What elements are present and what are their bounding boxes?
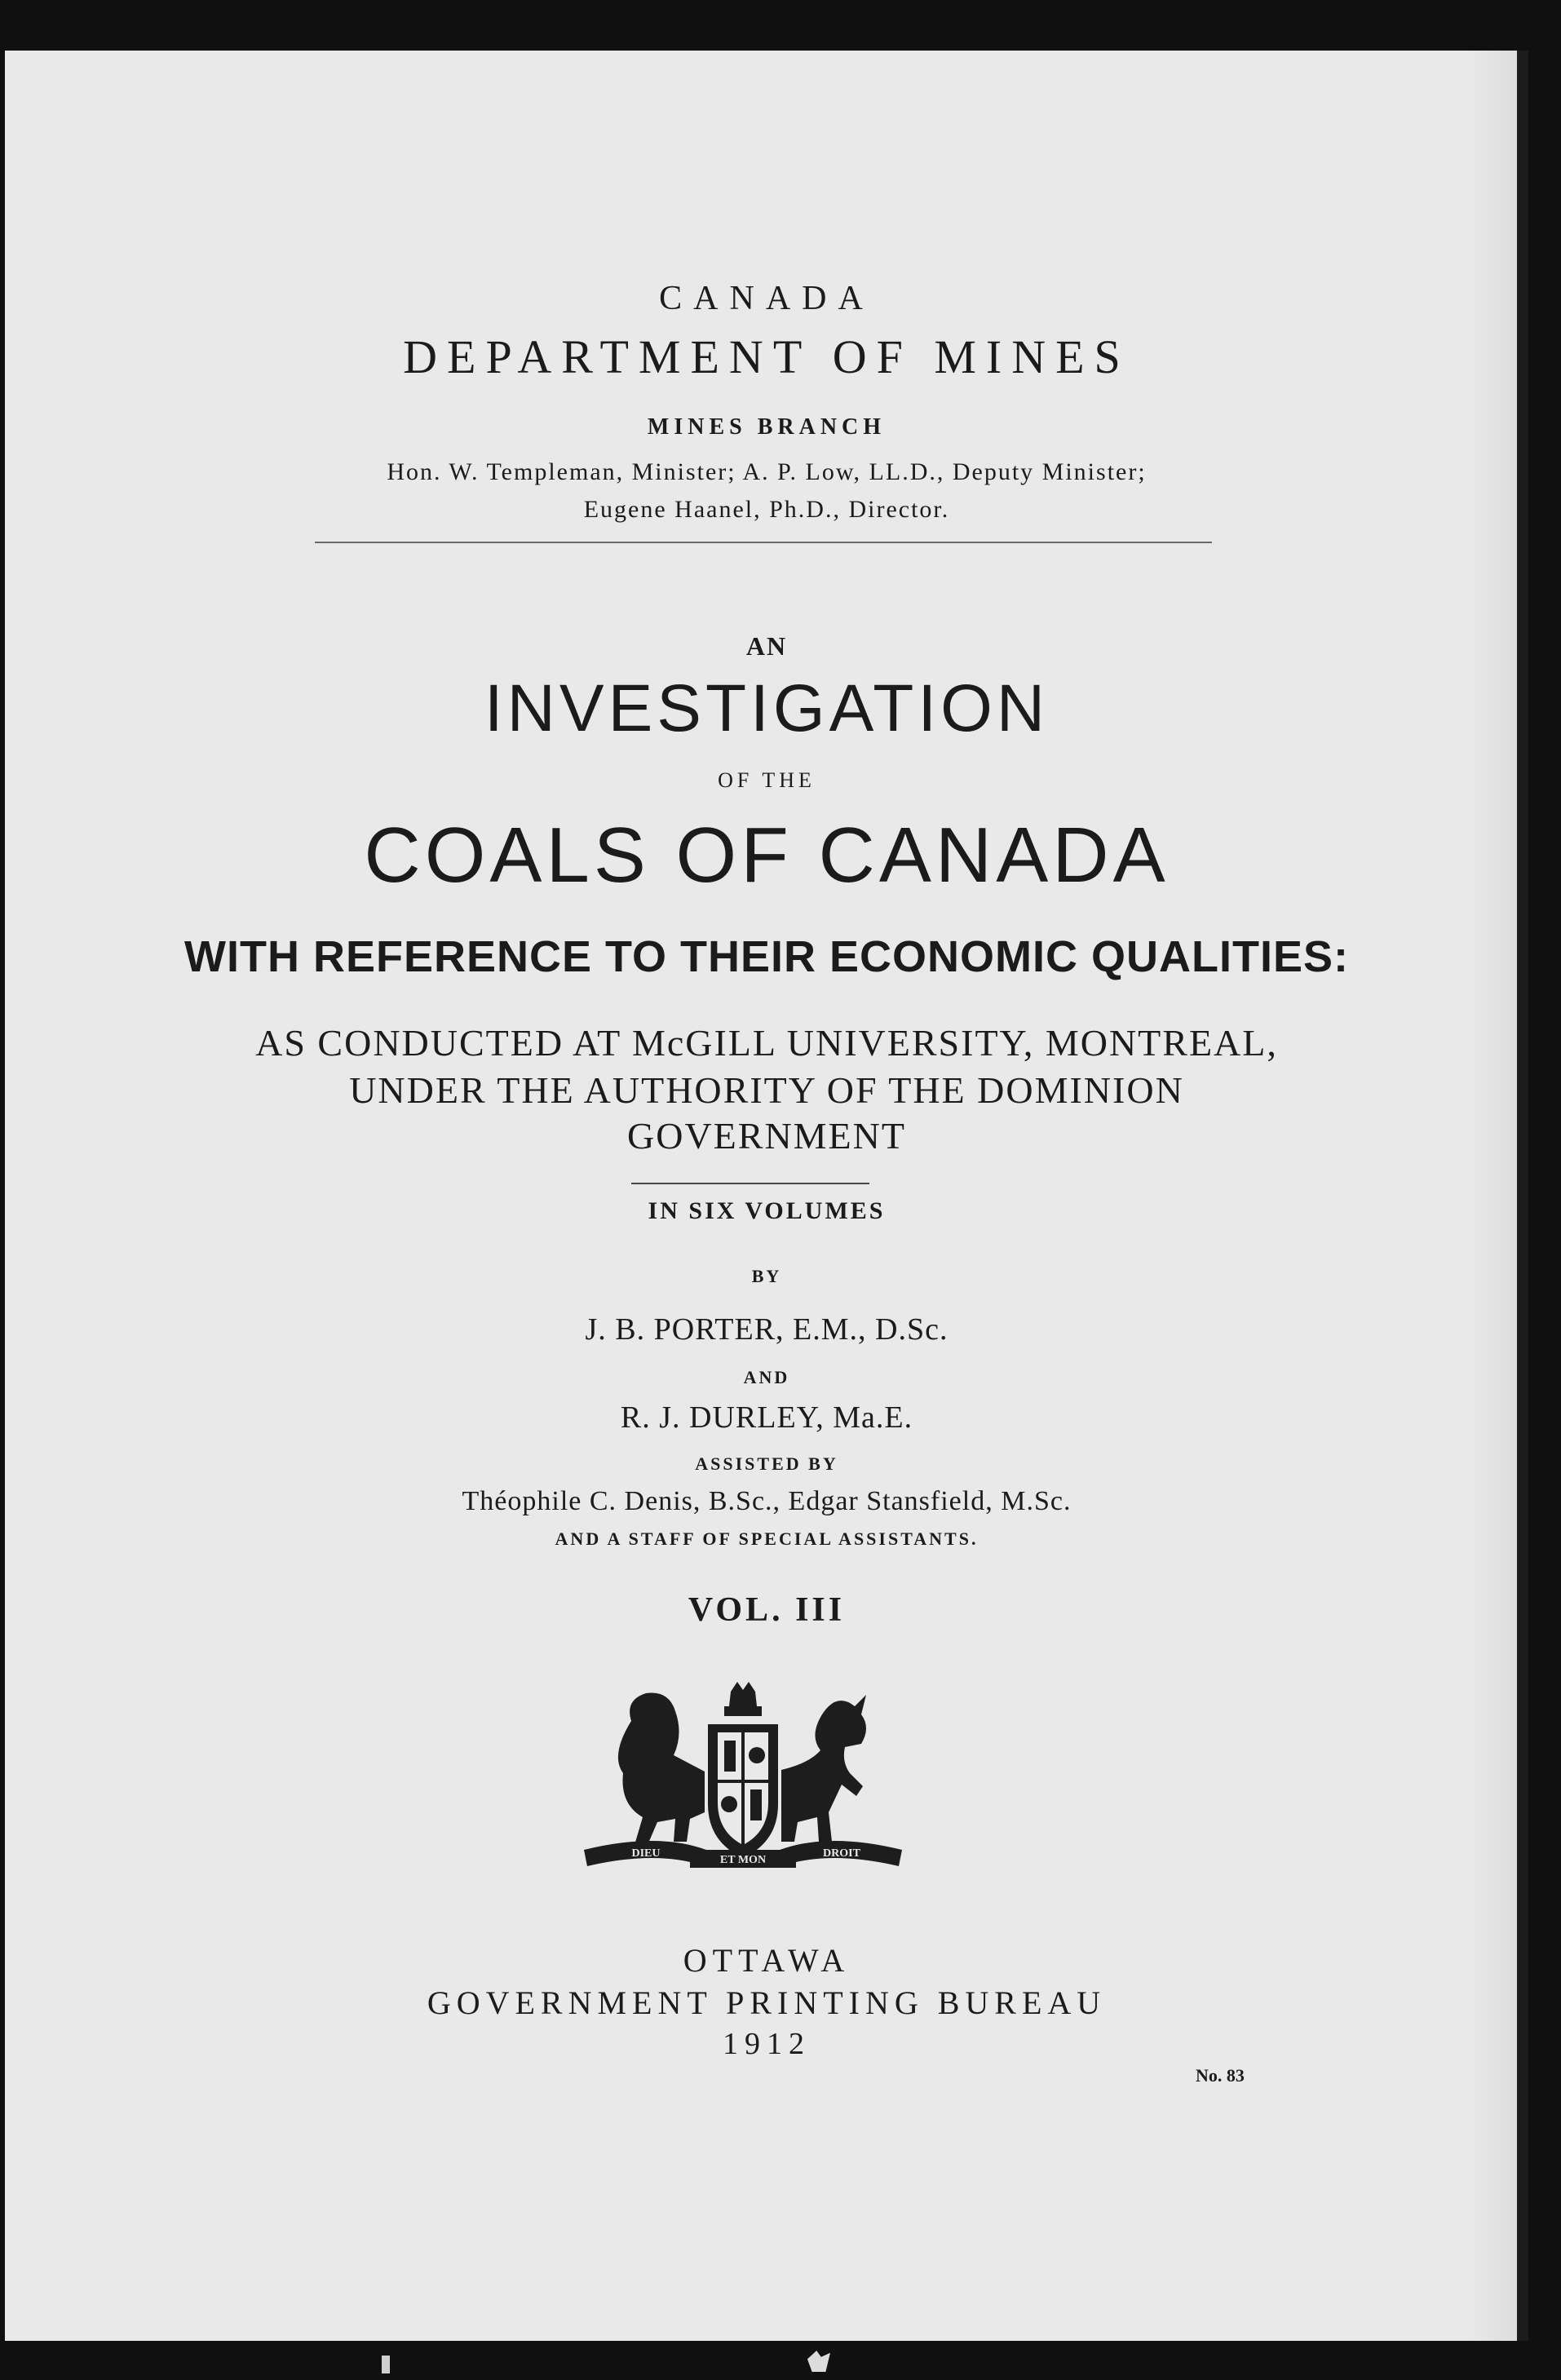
conducted-line-3: GOVERNMENT bbox=[627, 1115, 906, 1157]
top-divider bbox=[315, 542, 1212, 543]
volumes-divider bbox=[631, 1183, 869, 1184]
staff-note: AND A STAFF OF SPECIAL ASSISTANTS. bbox=[555, 1528, 979, 1549]
officials-line-1: Hon. W. Templeman, Minister; A. P. Low, LL.D., Deputy Minister; bbox=[387, 458, 1147, 485]
title-of-the: OF THE bbox=[718, 768, 816, 792]
by-label: BY bbox=[751, 1266, 782, 1286]
imprint-year: 1912 bbox=[723, 2027, 811, 2061]
title-coals-of-canada: COALS OF CANADA bbox=[364, 812, 1170, 899]
imprint-printer: GOVERNMENT PRINTING BUREAU bbox=[427, 1984, 1107, 2021]
motto-middle: ET MON bbox=[719, 1854, 767, 1866]
conducted-line-1: AS CONDUCTED AT McGILL UNIVERSITY, MONTREAL, bbox=[255, 1022, 1278, 1064]
scan-artifact bbox=[382, 2356, 390, 2373]
country-heading: CANADA bbox=[659, 280, 874, 317]
volumes-note: IN SIX VOLUMES bbox=[648, 1197, 886, 1224]
motto-left: DIEU bbox=[631, 1847, 661, 1860]
and-label: AND bbox=[743, 1367, 790, 1387]
imprint-city: OTTAWA bbox=[683, 1942, 851, 1979]
branch-heading: MINES BRANCH bbox=[647, 414, 887, 440]
assistants-names: Théophile C. Denis, B.Sc., Edgar Stansfield, M.Sc. bbox=[462, 1486, 1072, 1516]
subtitle-economic-qualities: WITH REFERENCE TO THEIR ECONOMIC QUALITIES: bbox=[184, 932, 1349, 981]
catalogue-number: No. 83 bbox=[1196, 2065, 1245, 2086]
title-article: AN bbox=[745, 631, 788, 661]
title-investigation: INVESTIGATION bbox=[484, 671, 1050, 745]
assisted-by-label: ASSISTED BY bbox=[695, 1453, 838, 1474]
motto-right: DROIT bbox=[823, 1847, 860, 1860]
author-porter: J. B. PORTER, E.M., D.Sc. bbox=[585, 1312, 949, 1347]
department-heading: DEPARTMENT OF MINES bbox=[403, 330, 1130, 383]
title-page bbox=[5, 51, 1528, 2341]
conducted-line-2: UNDER THE AUTHORITY OF THE DOMINION bbox=[349, 1069, 1184, 1111]
volume-number: VOL. III bbox=[688, 1591, 846, 1629]
royal-coat-of-arms-icon bbox=[568, 1682, 918, 1879]
scan-artifact bbox=[807, 2351, 830, 2372]
officials-line-2: Eugene Haanel, Ph.D., Director. bbox=[583, 496, 950, 523]
author-durley: R. J. DURLEY, Ma.E. bbox=[620, 1400, 913, 1435]
